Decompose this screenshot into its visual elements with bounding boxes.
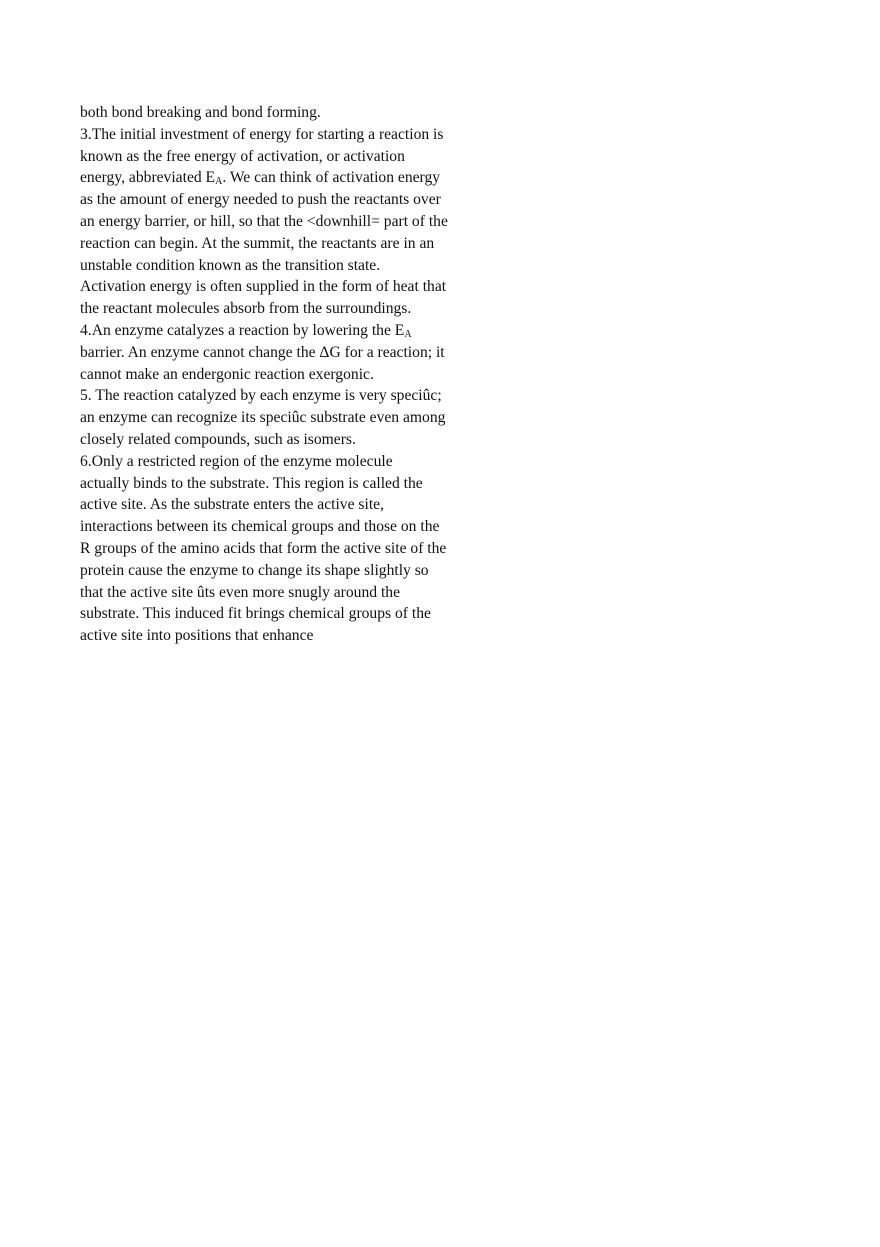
text-line: active site into positions that enhance [80, 627, 314, 645]
text-line: unstable condition known as the transition state. [80, 256, 381, 274]
text-line: the reactant molecules absorb from the surroundings. [80, 300, 412, 318]
text-segment: 4.An enzyme catalyzes a reaction by lowering the E [80, 321, 405, 339]
text-line: 6.Only a restricted region of the enzyme molecule [80, 452, 393, 470]
text-line: closely related compounds, such as isomers. [80, 430, 356, 448]
text-line: Activation energy is often supplied in the form of heat that [80, 278, 447, 296]
subscript: A [404, 328, 412, 340]
text-line: barrier. An enzyme cannot change the ΔG for a reaction; it [80, 343, 445, 361]
text-line: an enzyme can recognize its speciûc substrate even among [80, 409, 446, 427]
text-line: protein cause the enzyme to change its shape slightly so [80, 561, 429, 579]
text-line: R groups of the amino acids that form the active site of the [80, 539, 447, 557]
text-line: 3.The initial investment of energy for starting a reaction is [80, 125, 444, 143]
body-text [80, 102, 464, 647]
text-line: 5. The reaction catalyzed by each enzyme is very speciûc; [80, 387, 442, 405]
text-line: interactions between its chemical groups and those on the [80, 518, 440, 536]
text-line: that the active site ûts even more snugly around the [80, 583, 401, 601]
text-line [80, 167, 464, 189]
text-segment: energy, abbreviated E [80, 169, 216, 187]
text-line: cannot make an endergonic reaction exergonic. [80, 365, 374, 383]
text-line: both bond breaking and bond forming. [80, 104, 321, 121]
text-line: reaction can begin. At the summit, the reactants are in an [80, 234, 435, 252]
text-segment: . We can think of activation energy [222, 169, 441, 187]
text-line: substrate. This induced fit brings chemical groups of the [80, 605, 431, 623]
text-line: actually binds to the substrate. This region is called the [80, 474, 423, 492]
subscript: A [215, 176, 223, 188]
text-line: an energy barrier, or hill, so that the <downhill= part of the [80, 212, 448, 230]
text-line: known as the free energy of activation, or activation [80, 147, 405, 165]
text-line: as the amount of energy needed to push the reactants over [80, 191, 441, 209]
text-line [80, 320, 464, 342]
text-line: active site. As the substrate enters the active site, [80, 496, 384, 514]
